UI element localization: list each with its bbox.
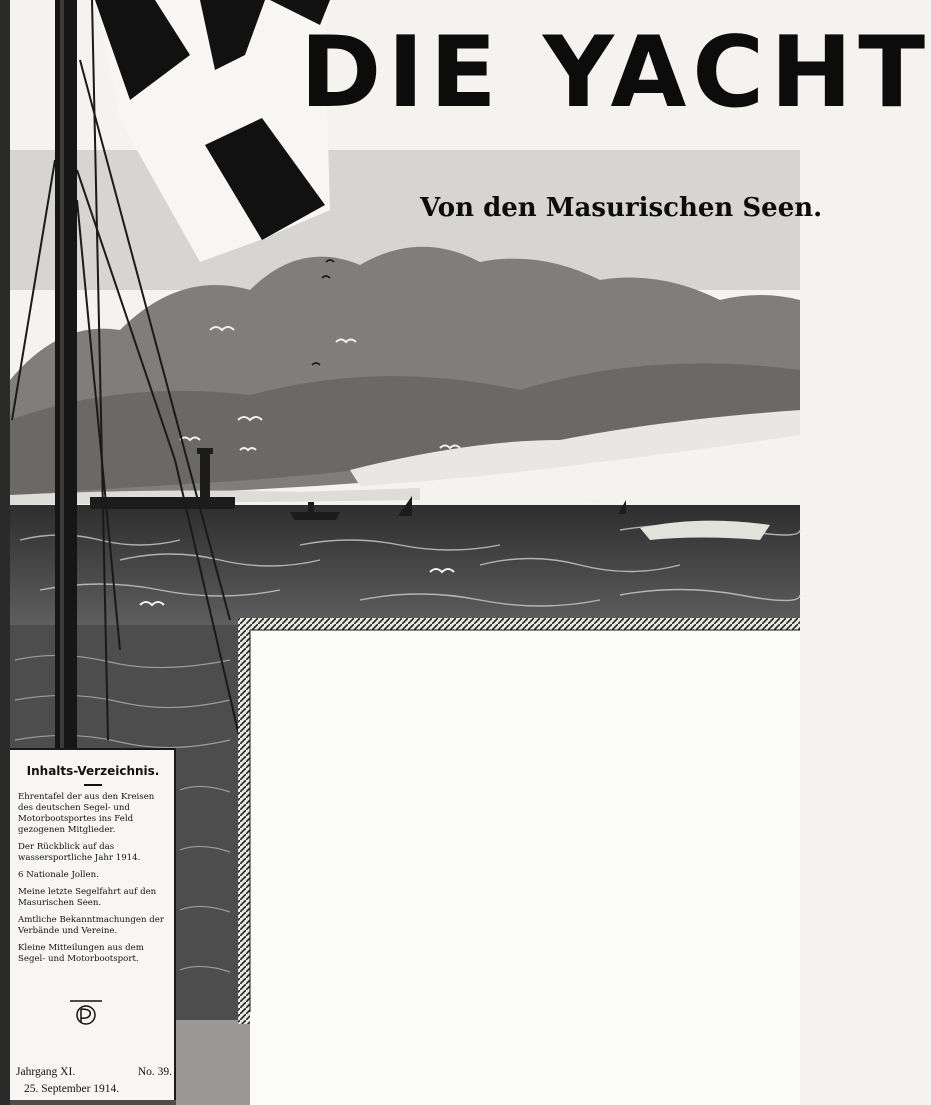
magazine-title: DIE YACHT (300, 16, 931, 130)
toc-item-national-dinghies: 6 Nationale Jollen. (18, 870, 99, 880)
issue-info (16, 1064, 172, 1098)
table-of-contents (10, 748, 176, 1100)
issue-date: 25. September 1914. (24, 1083, 120, 1095)
toc-divider (84, 784, 102, 786)
toc-item-short-news: Kleine Mitteilungen aus dem Segel- und Motorbootsport. (18, 943, 144, 964)
toc-item-announcements: Amtliche Bekanntmachungen der Verbände und Vereine. (18, 915, 164, 936)
issue-number: No. 39. (137, 1066, 172, 1078)
publisher-monogram-icon (68, 998, 104, 1028)
toc-item-year-review: Der Rückblick auf das wassersportliche Jahr 1914. (18, 842, 141, 863)
toc-list (18, 792, 168, 965)
volume-number: Jahrgang XI. (16, 1066, 76, 1078)
mast (55, 0, 77, 750)
blank-panel (250, 630, 800, 1024)
toc-item-honor-roll: Ehrentafel der aus den Kreisen des deutschen Segel- und Motorbootsportes ins Feld gezogenen Mitglieder. (18, 792, 155, 835)
toc-item-last-sail: Meine letzte Segelfahrt auf den Masurischen Seen. (18, 887, 157, 908)
toc-heading: Inhalts-Verzeichnis. (26, 764, 160, 778)
issue-subtitle: Von den Masurischen Seen. (420, 193, 823, 223)
